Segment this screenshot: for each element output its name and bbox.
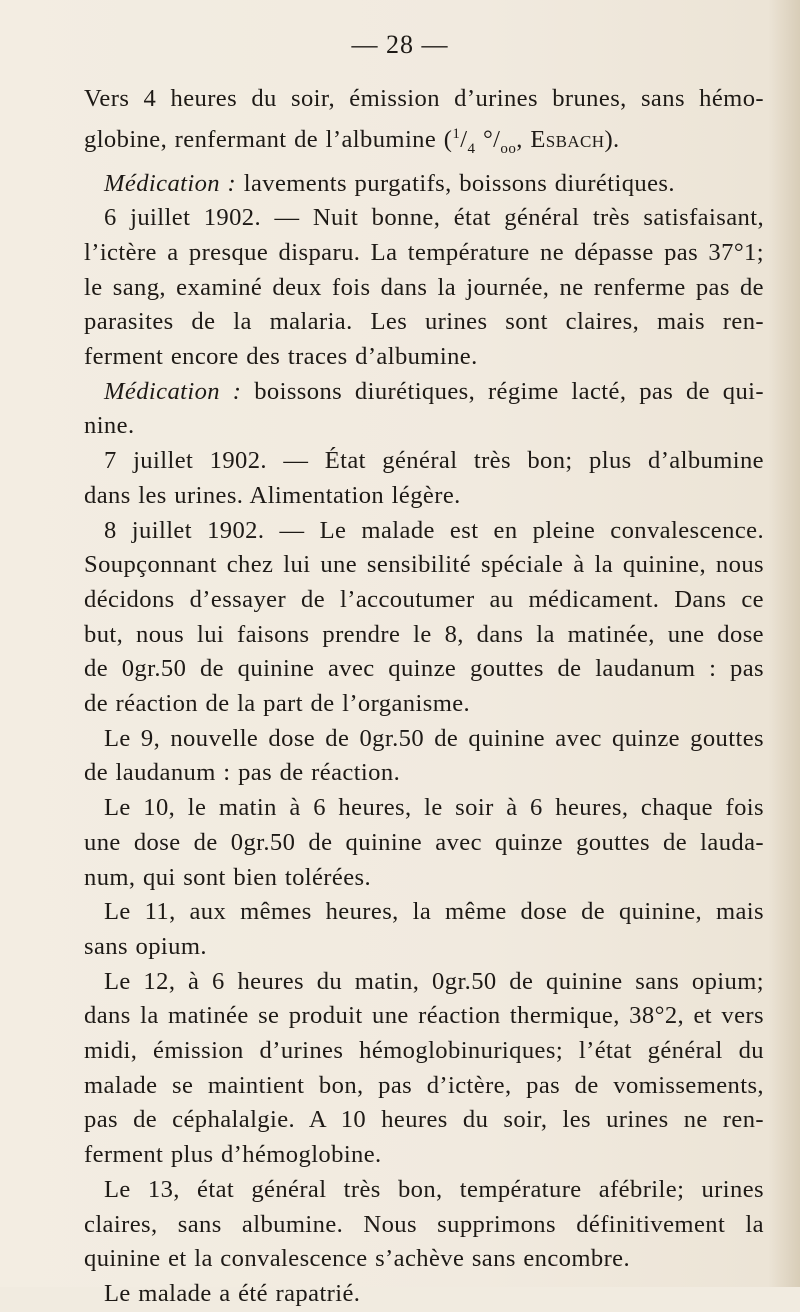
author-name: Esbach: [530, 125, 605, 153]
text-line: ferment plus d’hémoglobine.: [84, 1141, 382, 1169]
text-line: claires, sans albumine. Nous supprimons définitivement la: [84, 1210, 764, 1238]
body-text: [84, 82, 764, 1312]
text-line: dans la matinée se produit une réaction thermique, 38°2, et vers: [84, 1002, 764, 1030]
text-line: Médication : lavements purgatifs, boissons diurétiques.: [104, 169, 675, 197]
text-line: Le 10, le matin à 6 heures, le soir à 6 heures, chaque fois: [104, 794, 764, 822]
text-line: malade se maintient bon, pas d’ictère, pas de vomissements,: [84, 1071, 764, 1099]
text-line: globine, renfermant de l’albumine ($^1/_4$ $^\circ/_{oo}$, Esbach).: [84, 125, 620, 157]
text-line: de laudanum : pas de réaction.: [84, 759, 401, 787]
text-line: une dose de 0gr.50 de quinine avec quinze gouttes de lauda-: [84, 828, 764, 856]
text-line: midi, émission d’urines hémoglobinuriques; l’état général du: [84, 1037, 764, 1065]
medication-label: Médication :: [104, 377, 242, 405]
text-line: Le 12, à 6 heures du matin, 0gr.50 de quinine sans opium;: [104, 967, 764, 995]
text-line: dans les urines. Alimentation légère.: [84, 481, 461, 509]
text-line: Soupçonnant chez lui une sensibilité spéciale à la quinine, nous: [84, 551, 764, 579]
text-line: parasites de la malaria. Les urines sont claires, mais ren-: [84, 308, 764, 336]
text-line: Le 11, aux mêmes heures, la même dose de quinine, mais: [104, 898, 764, 926]
text-line: Médication : boissons diurétiques, régime lacté, pas de qui-: [104, 377, 764, 405]
text-line: décidons d’essayer de l’accoutumer au médicament. Dans ce: [84, 585, 764, 613]
text-line: Le 9, nouvelle dose de 0gr.50 de quinine avec quinze gouttes: [104, 724, 764, 752]
text-line: 6 juillet 1902. — Nuit bonne, état général très satisfaisant,: [104, 204, 764, 232]
medication-label: Médication :: [104, 169, 237, 197]
text-line: l’ictère a presque disparu. La température ne dépasse pas 37°1;: [84, 238, 764, 266]
text-line: quinine et la convalescence s’achève sans encombre.: [84, 1245, 631, 1273]
text-line: Le malade a été rapatrié.: [104, 1280, 361, 1307]
text-line: Le 13, état général très bon, température afébrile; urines: [104, 1175, 764, 1203]
text-line: 8 juillet 1902. — Le malade est en pleine convalescence.: [104, 516, 764, 544]
page-number: — 28 —: [351, 30, 449, 59]
text-line: le sang, examiné deux fois dans la journée, ne renferme pas de: [84, 273, 764, 301]
text-line: pas de céphalalgie. A 10 heures du soir, les urines ne ren-: [84, 1106, 764, 1134]
text-line: but, nous lui faisons prendre le 8, dans la matinée, une dose: [84, 620, 764, 648]
text-line: ferment encore des traces d’albumine.: [84, 343, 478, 371]
text-line: de 0gr.50 de quinine avec quinze gouttes de laudanum : pas: [84, 655, 764, 683]
text-line: de réaction de la part de l’organisme.: [84, 690, 471, 718]
text-line: Vers 4 heures du soir, émission d’urines brunes, sans hémo-: [84, 85, 764, 112]
text-line: nine.: [84, 412, 135, 440]
text-line: num, qui sont bien tolérées.: [84, 863, 372, 891]
text-line: sans opium.: [84, 932, 207, 960]
text-line: 7 juillet 1902. — État général très bon; plus d’albumine: [104, 447, 764, 475]
